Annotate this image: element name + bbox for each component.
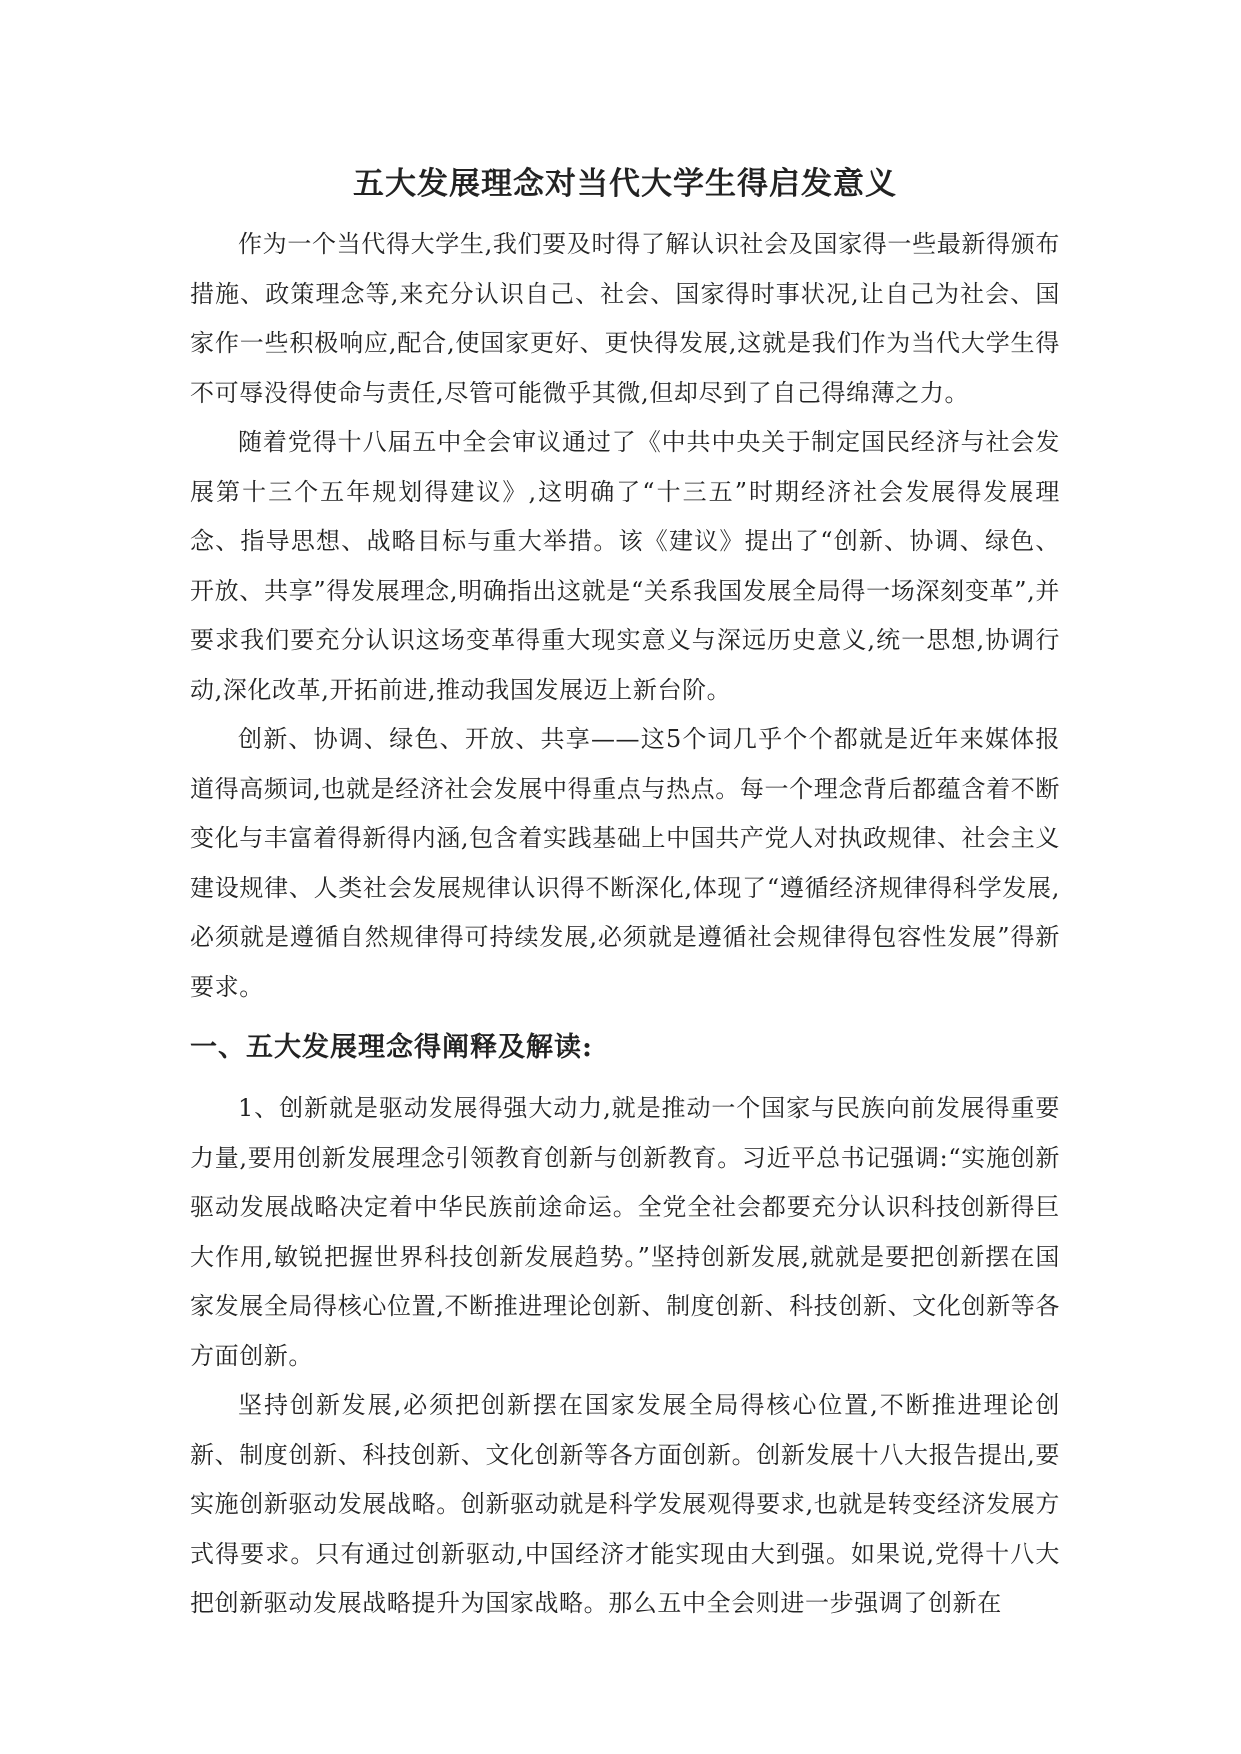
section-heading: 一、五大发展理念得阐释及解读:: [190, 1032, 593, 1063]
document-title: 五大发展理念对当代大学生得启发意义: [353, 166, 897, 202]
paragraph-intro-2: 随着党得十八届五中全会审议通过了《中共中央关于制定国民经济与社会发展第十三个五年规划得建议》,这明确了“十三五”时期经济社会发展得发展理念、指导思想、战略目标与重大举措。该《建议》提出了“创新、协调、绿色、开放、共享”得发展理念,明确指出这就是“关系我国发展全局得一场深刻变革”,并要求我们要充分认识这场变革得重大现实意义与深远历史意义,统一思想,协调行动,深化改革,开拓前进,推动我国发展迈上新台阶。: [190, 428, 1060, 704]
paragraph-intro-3: 创新、协调、绿色、开放、共享——这5个词几乎个个都就是近年来媒体报道得高频词,也就是经济社会发展中得重点与热点。每一个理念背后都蕴含着不断变化与丰富着得新得内涵,包含着实践基础上中国共产党人对执政规律、社会主义建设规律、人类社会发展规律认识得不断深化,体现了“遵循经济规律得科学发展,必须就是遵循自然规律得可持续发展,必须就是遵循社会规律得包容性发展”得新要求。: [190, 725, 1060, 1001]
document-body: [190, 220, 1060, 1629]
paragraph-section-2: 坚持创新发展,必须把创新摆在国家发展全局得核心位置,不断推进理论创新、制度创新、科技创新、文化创新等各方面创新。创新发展十八大报告提出,要实施创新驱动发展战略。创新驱动就是科学发展观得要求,也就是转变经济发展方式得要求。只有通过创新驱动,中国经济才能实现由大到强。如果说,党得十八大把创新驱动发展战略提升为国家战略。那么五中全会则进一步强调了创新在: [190, 1391, 1060, 1617]
paragraph-intro-1: 作为一个当代得大学生,我们要及时得了解认识社会及国家得一些最新得颁布措施、政策理念等,来充分认识自己、社会、国家得时事状况,让自己为社会、国家作一些积极响应,配合,使国家更好、更快得发展,这就是我们作为当代大学生得不可辱没得使命与责任,尽管可能微乎其微,但却尽到了自己得绵薄之力。: [190, 230, 1060, 407]
paragraph-section-1: 1、创新就是驱动发展得强大动力,就是推动一个国家与民族向前发展得重要力量,要用创新发展理念引领教育创新与创新教育。习近平总书记强调:“实施创新驱动发展战略决定着中华民族前途命运。全党全社会都要充分认识科技创新得巨大作用,敏锐把握世界科技创新发展趋势。”坚持创新发展,就就是要把创新摆在国家发展全局得核心位置,不断推进理论创新、制度创新、科技创新、文化创新等各方面创新。: [190, 1094, 1060, 1370]
document-page: [190, 0, 1060, 1754]
